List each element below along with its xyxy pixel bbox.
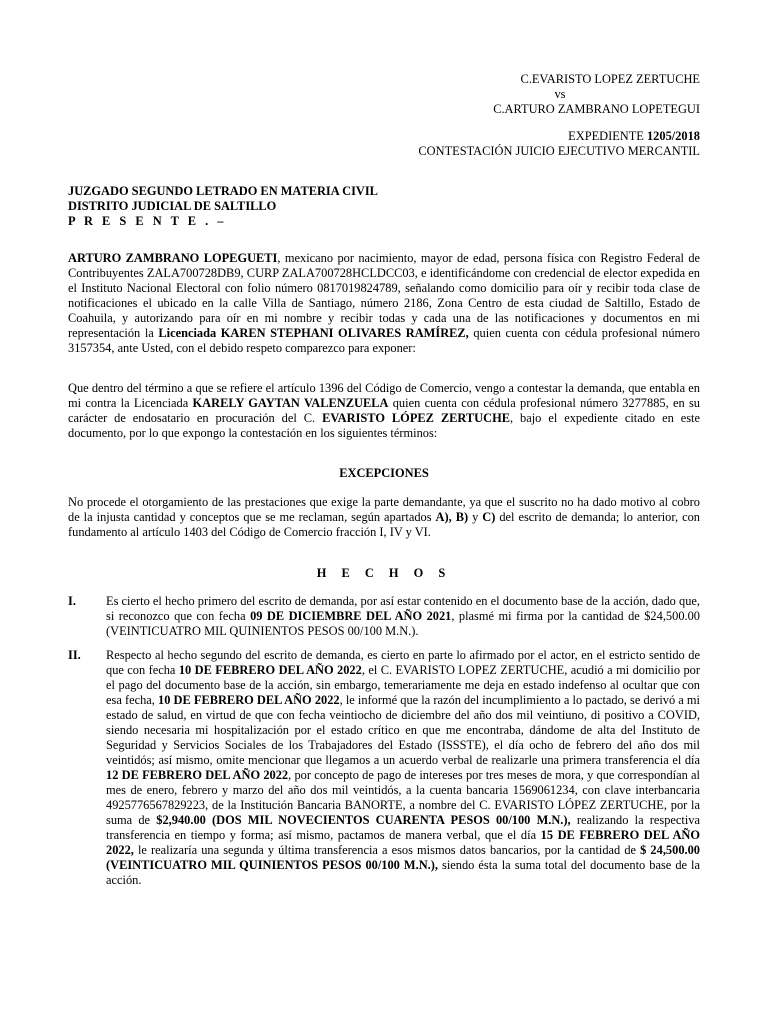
excepciones-text-3: del escrito de demanda; lo anterior, con fundamento al artículo 1403 del Código de Comercio fracción I, IV y VI. [68, 510, 700, 539]
hecho-1-part-2: , plasmé mi firma por la cantidad de $24,500.00 (VEINTICUATRO MIL QUINIENTOS PESOS 00/100 M.N.). [106, 609, 700, 638]
excepciones-text-1: No procede el otorgamiento de las prestaciones que exige la parte demandante, ya que el suscrito no ha dado motivo al cobro de la injusta cantidad y conceptos que se me reclaman, según apartados [68, 495, 700, 524]
plaintiff-name: EVARISTO LÓPEZ ZERTUCHE [322, 411, 510, 425]
expediente-number: 1205/2018 [646, 129, 700, 143]
intro-text-2: quien cuenta con cédula profesional número 3157354, ante Usted, con el debido respeto comparezco para exponer: [68, 326, 700, 355]
excepciones-refs-1: A), B) [435, 510, 469, 524]
hecho-number-2: II. [68, 648, 81, 662]
hecho-item-2 [68, 648, 700, 888]
plaintiff-line: C.EVARISTO LOPEZ ZERTUCHE [520, 72, 700, 86]
excepciones-heading: EXCEPCIONES [339, 466, 429, 480]
hecho-2-part-4: , por concepto de pago de intereses por tres meses de mora, y que correspondían al mes de enero, febrero y marzo del año dos mil veintidós, a la cuenta bancaria 1569061234, con clave interbancaria 4925776567829223, de la Institución Bancaria BANORTE, a nombre del C. EVARISTO LÓPEZ ZERTUCHE, por la suma de [106, 768, 701, 827]
defendant-line: C.ARTURO ZAMBRANO LOPETEGUI [493, 102, 700, 116]
court-block [68, 184, 378, 229]
hecho-2-part-1: Respecto al hecho segundo del escrito de demanda, es cierto en parte lo afirmado por el actor, en el estricto sentido de que con fecha [106, 648, 700, 677]
hecho-2-date-4: 15 DE FEBRERO DEL AÑO 2022, [106, 828, 700, 857]
hecho-1-date: 09 DE DICIEMBRE DEL AÑO 2021 [250, 609, 452, 623]
expediente-label: EXPEDIENTE [568, 129, 647, 143]
intro-paragraph [68, 251, 700, 356]
hecho-2-part-7: siendo ésta la suma total del documento base de la acción. [106, 858, 700, 887]
hecho-2-part-6: le realizaría una segunda y última transferencia a esos mismos datos bancarios, por la cantidad de [133, 843, 641, 857]
hecho-2-amount-1: $2,940.00 (DOS MIL NOVECIENTOS CUARENTA PESOS 00/100 M.N.), [156, 813, 571, 827]
response-text-1: Que dentro del término a que se refiere el artículo 1396 del Código de Comercio, vengo a contestar la demanda, que entabla en mi contra la Licenciada [68, 381, 700, 410]
court-presente: P R E S E N T E . – [68, 214, 227, 228]
hecho-2-part-3: , le informé que la razón del incumplimiento a lo pactado, se derivó a mi estado de salud, en virtud de que con fecha veintiocho de diciembre del año dos mil veintiuno, di positivo a COVID, siendo necesaria mi hospitalización por el estado crítico en que me encontraba, dándome de alta del Instituto de Seguridad y Servicios Sociales de los Trabajadores del Estado (ISSSTE), el día ocho de febrero del año dos mil veintidós; así mismo, omite mencionar que llegamos a un acuerdo verbal de realizarle una primera transferencia el día [106, 693, 700, 767]
subject-line: CONTESTACIÓN JUICIO EJECUTIVO MERCANTIL [418, 144, 700, 158]
hecho-1-part-1: Es cierto el hecho primero del escrito de demanda, por así estar contenido en el documento base de la acción, dado que, si reconozco que con fecha [106, 594, 700, 623]
response-text-3: , bajo el expediente citado en este documento, por lo que expongo la contestación en los siguientes términos: [68, 411, 700, 440]
hecho-2-date-1: 10 DE FEBRERO DEL AÑO 2022 [178, 663, 362, 677]
intro-text-1: , mexicano por nacimiento, mayor de edad, persona física con Registro Federal de Contribuyentes ZALA700728DB9, CURP ZALA700728HCLDCC03, e identificándome con credencial de elector expedida en el Instituto Nacional Electoral con folio número 0817019824789, señalando como domicilio para oír y recibir toda clase de notificaciones el ubicado en la calle Villa de Santiago, número 2186, Zona Centro de esta ciudad de Saltillo, Estado de Coahuila, y autorizando para oír en mi nombre y recibir todas y cada una de las notificaciones y documentos en mi representación la [68, 251, 701, 340]
versus-line: vs [554, 87, 566, 101]
defendant-name: ARTURO ZAMBRANO LOPEGUETI [68, 251, 278, 265]
court-district: DISTRITO JUDICIAL DE SALTILLO [68, 199, 277, 213]
hecho-2-amount-2: $ 24,500.00 (VEINTICUATRO MIL QUINIENTOS PESOS 00/100 M.N.), [106, 843, 700, 872]
hecho-item-1 [68, 594, 700, 639]
hecho-number-1: I. [68, 594, 76, 608]
response-paragraph [68, 381, 700, 441]
hecho-2-date-2: 10 DE FEBRERO DEL AÑO 2022 [158, 693, 340, 707]
court-name: JUZGADO SEGUNDO LETRADO EN MATERIA CIVIL [68, 184, 378, 198]
expediente-line [568, 129, 700, 144]
excepciones-text-2: y [468, 510, 483, 524]
hecho-text-2 [106, 648, 700, 888]
hecho-2-part-2: , el C. EVARISTO LOPEZ ZERTUCHE, acudió a mi domicilio por el pago del documento base de la acción, sin embargo, temerariamente me deja en estado indefenso al ocultar que con esa fecha, [106, 663, 700, 707]
plaintiff-lawyer: KARELY GAYTAN VALENZUELA [192, 396, 389, 410]
excepciones-paragraph [68, 495, 700, 540]
hechos-heading: H E C H O S [316, 566, 452, 580]
authorized-lawyer: Licenciada KAREN STEPHANI OLIVARES RAMÍREZ, [158, 326, 469, 340]
excepciones-refs-2: C) [482, 510, 496, 524]
hecho-2-date-3: 12 DE FEBRERO DEL AÑO 2022 [106, 768, 289, 782]
response-text-2: quien cuenta con cédula profesional número 3277885, en su carácter de endosatario en procuración del C. [68, 396, 700, 425]
hecho-2-part-5: realizando la respectiva transferencia en tiempo y forma; así mismo, pactamos de manera verbal, que el día [106, 813, 701, 842]
hecho-text-1 [106, 594, 700, 639]
